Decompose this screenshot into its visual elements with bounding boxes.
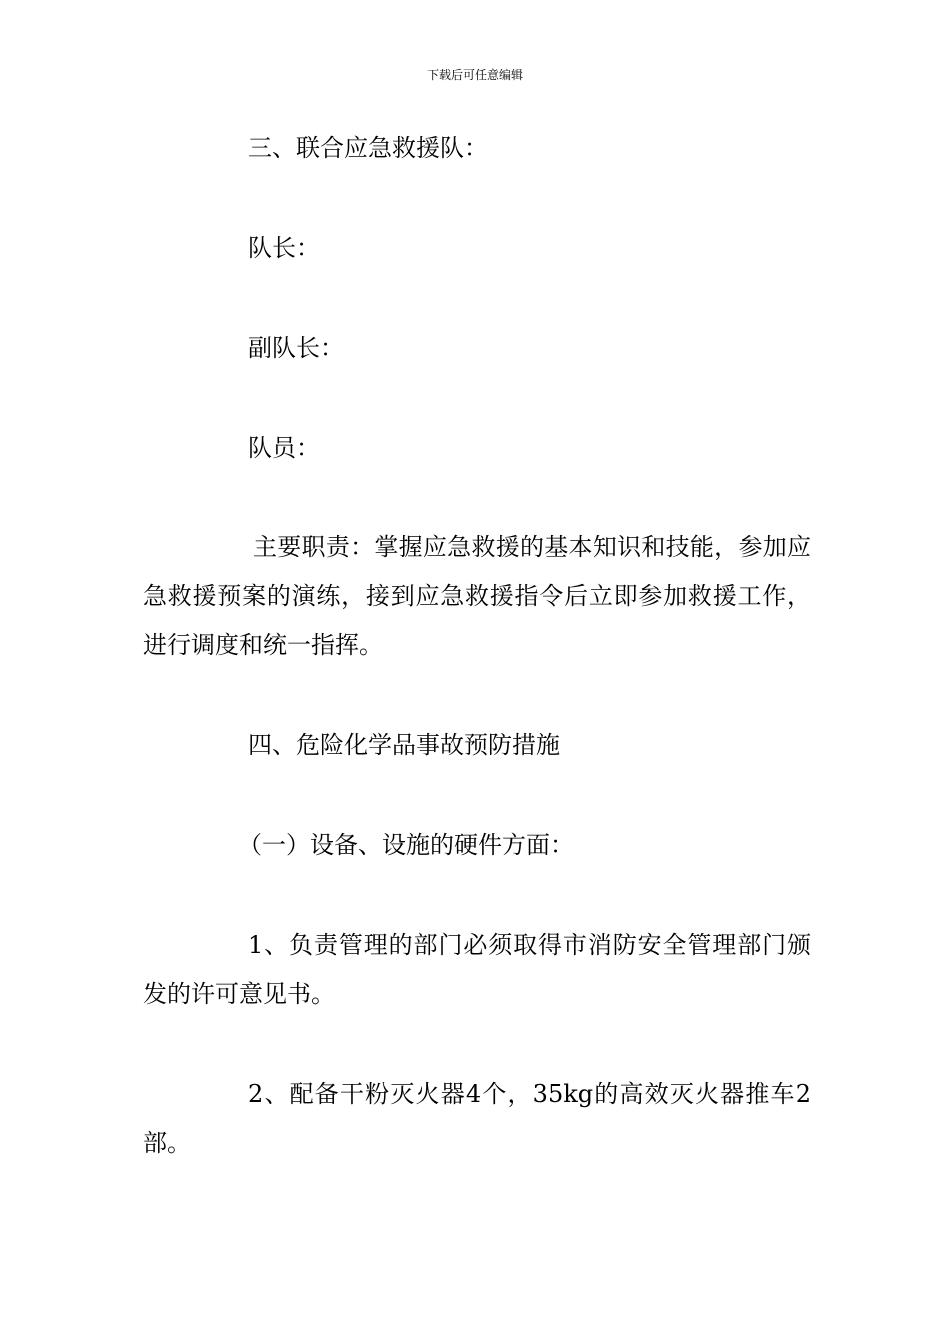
team-leader-label: 队长： [248,234,320,262]
subsection-heading-hardware: （一）设备、设施的硬件方面： [238,831,574,859]
deputy-leader-label: 副队长： [248,334,344,362]
item-2-paragraph: 2、配备干粉灭火器4个，35kg的高效灭火器推车2部。 [143,1080,811,1157]
section-heading-emergency-team: 三、联合应急救援队： [248,134,488,162]
main-duties-paragraph: 主要职责：掌握应急救援的基本知识和技能，参加应急救援预案的演练，接到应急救援指令后立即参加救援工作，进行调度和统一指挥。 [143,533,811,659]
team-members-label: 队员： [248,434,320,462]
item-1-paragraph: 1、负责管理的部门必须取得市消防安全管理部门颁发的许可意见书。 [143,931,811,1008]
section-heading-prevention: 四、危险化学品事故预防措施 [248,731,560,759]
page-header: 下载后可任意编辑 [426,68,523,82]
